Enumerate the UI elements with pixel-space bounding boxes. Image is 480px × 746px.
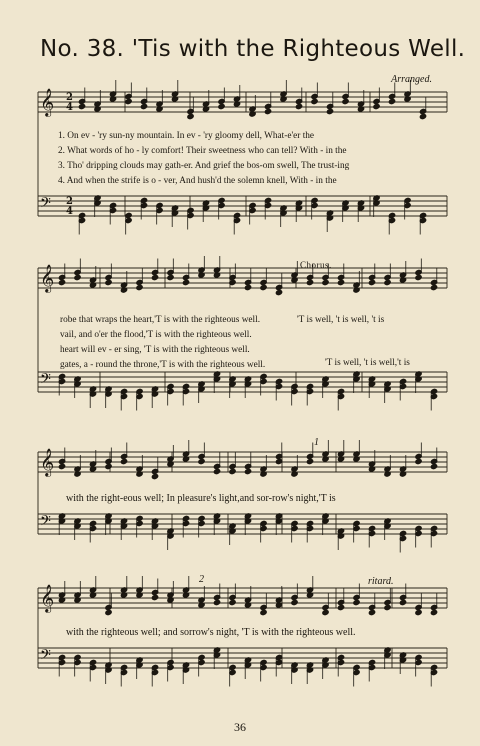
verse2-line2: vail, and o'er the flood,'T is with the righteous well. (60, 330, 252, 340)
chorus-line1: with the right-eous well; In pleasure's light,and sor-row's night,'T is (66, 493, 336, 504)
verse2-line1: 2. What words of ho - ly comfort! Their sweetness who can tell? With - in the (58, 146, 347, 156)
verse3-line2: heart will ev - er sing, 'T is with the righteous well. (60, 345, 250, 355)
second-ending-marker: 2 (199, 574, 204, 585)
chorus-upper-lyric: 'T is well, 't is well, 't is (297, 315, 385, 325)
svg-text:𝄢: 𝄢 (40, 195, 51, 215)
svg-text:4: 4 (66, 206, 73, 217)
chorus-label: Chorus. (300, 260, 332, 270)
verse1-line1: 1. On ev - 'ry sun-ny mountain. In ev - 'ry gloomy dell, What-e'er the (58, 131, 315, 141)
verse4-line2: gates, a - round the throne,'T is with the righteous well. (60, 360, 266, 370)
svg-text:𝄞: 𝄞 (40, 448, 55, 476)
svg-text:𝄢: 𝄢 (40, 647, 51, 667)
svg-text:2: 2 (66, 196, 73, 207)
svg-text:𝄢: 𝄢 (40, 371, 51, 391)
svg-text:𝄢: 𝄢 (40, 513, 51, 533)
ritard-marking: ritard. (368, 576, 394, 587)
verse4-line1: 4. And when the strife is o - ver, And hush'd the solemn knell, With - in the (58, 176, 337, 186)
page-number: 36 (234, 720, 246, 734)
chorus-lower-lyric: 'T is well, 't is well,'t is (325, 358, 410, 368)
svg-text:4: 4 (66, 102, 73, 113)
verse3-line1: 3. Tho' dripping clouds may gath-er. And grief the bos-om swell, The trust-ing (58, 161, 350, 171)
svg-text:2: 2 (66, 92, 73, 103)
verse1-line2: robe that wraps the heart,'T is with the righteous well. (60, 315, 261, 325)
svg-text:𝄞: 𝄞 (40, 584, 55, 612)
chorus-line2: with the righteous well; and sorrow's night, 'T is with the righteous well. (66, 627, 356, 638)
svg-text:𝄞: 𝄞 (40, 88, 55, 116)
hymn-title: No. 38. 'Tis with the Righteous Well. (40, 36, 466, 62)
arranger-credit: Arranged. (391, 74, 432, 85)
first-ending-marker: 1 (314, 437, 319, 448)
svg-text:𝄞: 𝄞 (40, 264, 55, 292)
